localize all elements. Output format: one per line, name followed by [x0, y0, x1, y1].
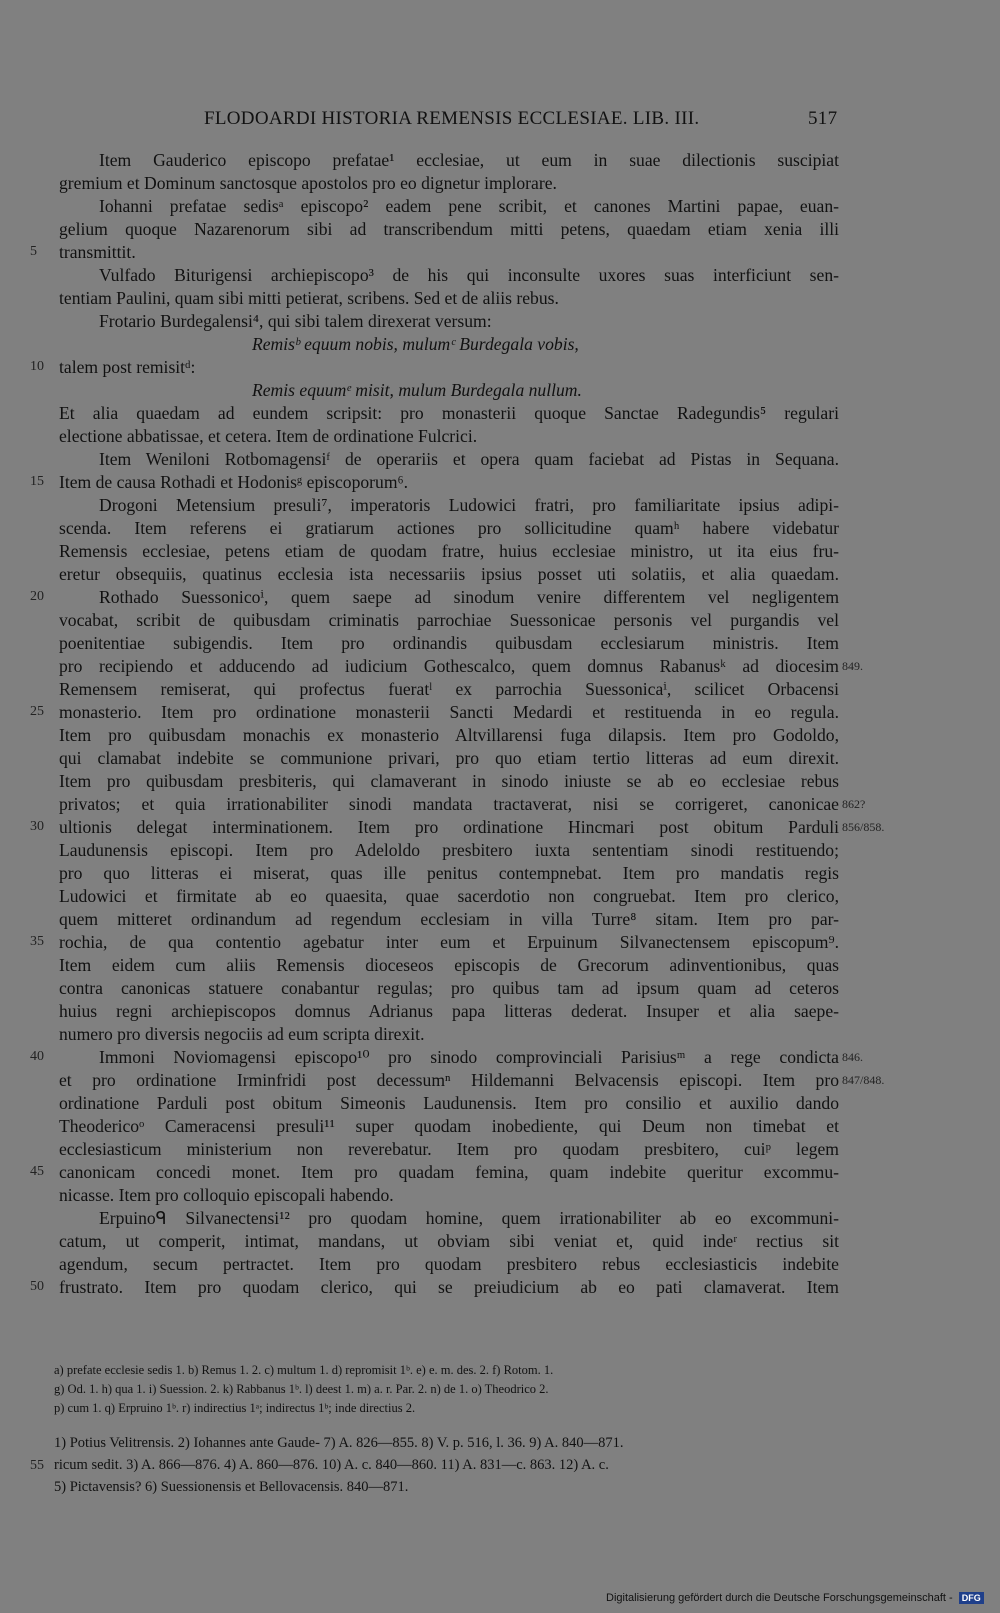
text-line: Item eidem cum aliis Remensis dioceseos episcopis de Grecorum adinventionibus, quas	[59, 955, 839, 975]
margin-date: 846.	[842, 1050, 863, 1064]
text-line: Drogoni Metensium presuli⁷, imperatoris Ludowici fratri, pro familiaritate ipsius adipi-	[99, 495, 839, 515]
note-line: ricum sedit. 3) A. 866—876. 4) A. 860—876. 10) A. c. 840—860. 11) A. 831—c. 863. 12) A. c.	[54, 1457, 609, 1473]
text-line: Erpuinoᑫ Silvanectensi¹² pro quodam homine, quem irrationabiliter ab eo excommuni-	[99, 1208, 839, 1228]
line-number: 10	[30, 359, 44, 374]
text-line: Item pro quibusdam monachis ex monasterio Altvillarensi fuga dilapsis. Item pro Godoldo,	[59, 725, 839, 745]
text-line: Laudunensis episcopi. Item pro Adeloldo presbitero iuxta sententiam sinodi restituendo;	[59, 840, 839, 860]
text-line: rochia, de qua contentio agebatur inter eum et Erpuinum Silvanectensem episcopum⁹.	[59, 932, 839, 952]
line-number: 20	[30, 589, 44, 604]
text-line: poenitentiae subigendis. Item pro ordinandis quibusdam ecclesiarum ministris. Item	[59, 633, 839, 653]
text-line: scenda. Item referens ei gratiarum actiones pro sollicitudine quamʰ habere videbatur	[59, 518, 839, 538]
digitization-credit	[606, 1592, 984, 1604]
note-line: 5) Pictavensis? 6) Suessionensis et Bellovacensis. 840—871.	[54, 1479, 409, 1495]
line-number: 35	[30, 934, 44, 949]
text-line: Frotario Burdegalensi⁴, qui sibi talem direxerat versum:	[99, 311, 492, 331]
text-line: gelium quoque Nazarenorum sibi ad transcribendum mitti petens, quaedam etiam xenia illi	[59, 219, 839, 239]
verse-line: Remisᵇ equum nobis, mulumᶜ Burdegala vobis,	[252, 334, 579, 354]
text-line: electione abbatissae, et cetera. Item de ordinatione Fulcrici.	[59, 426, 478, 446]
text-line: ultionis delegat interminationem. Item pro ordinatione Hincmari post obitum Parduli	[59, 817, 839, 837]
running-title: FLODOARDI HISTORIA REMENSIS ECCLESIAE. LIB. III.	[204, 108, 700, 129]
line-number: 55	[30, 1458, 44, 1473]
text-line: Ludowici et firmitate ab eo quaesita, quae sacerdotio non congruebat. Item pro clerico,	[59, 886, 839, 906]
text-line: nicasse. Item pro colloquio episcopali habendo.	[59, 1185, 394, 1205]
line-number: 25	[30, 704, 44, 719]
margin-date: 847/848.	[842, 1073, 885, 1087]
page-number: 517	[808, 108, 838, 129]
text-line: numero pro diversis negociis ad eum scripta direxit.	[59, 1024, 425, 1044]
text-line: pro recipiendo et adducendo ad iudicium Gothescalco, quem domnus Rabanusᵏ ad diocesim	[59, 656, 839, 676]
text-line: Vulfado Biturigensi archiepiscopo³ de his qui inconsulte uxores suas interficiunt sen-	[99, 265, 839, 285]
text-line: Item pro quibusdam presbiteris, qui clamaverant in sinodo iniuste se ab eo ecclesiae rebus	[59, 771, 839, 791]
text-line: vocabat, scribit de quibusdam criminatis parrochiae Suessonicae personis vel purgandis vel	[59, 610, 839, 630]
text-line: qui clamabat indebite se communione privari, pro quo etiam tertio litteras ad eum direxit.	[59, 748, 839, 768]
verse-line: Remis equumᵉ misit, mulum Burdegala nullum.	[252, 380, 582, 400]
line-number: 5	[30, 244, 37, 259]
text-line: et pro ordinatione Irminfridi post decessumⁿ Hildemanni Belvacensis episcopi. Item pro	[59, 1070, 839, 1090]
line-number: 15	[30, 474, 44, 489]
apparatus-line: p) cum 1. q) Erpruino 1ᵇ. r) indirectius 1ᵃ; indirectus 1ᵇ; inde directius 2.	[54, 1401, 416, 1415]
line-number: 30	[30, 819, 44, 834]
text-line: catum, ut comperit, intimat, mandans, ut obviam sibi veniat et, quid indeʳ rectius sit	[59, 1231, 839, 1251]
text-line: Et alia quaedam ad eundem scripsit: pro monasterii quoque Sanctae Radegundis⁵ regulari	[59, 403, 839, 423]
text-line: contra canonicas statuere conabantur regulas; pro quibus tam ad ipsum quam ad ceteros	[59, 978, 839, 998]
credit-text: Digitalisierung gefördert durch die Deutsche Forschungsgemeinschaft -	[606, 1592, 953, 1604]
text-line: Theodericoᵒ Cameracensi presuli¹¹ super quodam inobediente, qui Deum non timebat et	[59, 1116, 839, 1136]
text-line: pro quo litteras ei miserat, quas ille penitus contempnebat. Item pro mandatis regis	[59, 863, 839, 883]
text-line: Remensem remiserat, qui profectus fueratˡ ex parrochia Suessonicaⁱ, scilicet Orbacensi	[59, 679, 839, 699]
text-line: canonicam concedi monet. Item pro quadam femina, quam indebite queritur excommu-	[59, 1162, 839, 1182]
margin-date: 862?	[842, 797, 866, 811]
text-line: agendum, secum pertractet. Item pro quodam presbitero rebus ecclesiasticis indebite	[59, 1254, 839, 1274]
text-line: Item de causa Rothadi et Hodonisᵍ episcoporum⁶.	[59, 472, 409, 492]
text-line: huius regni archiepiscopos domnus Adrianus papa litteras dederat. Insuper et alia saepe-	[59, 1001, 839, 1021]
text-line: Item Weniloni Rotbomagensiᶠ de operariis et opera quam faciebat ad Pistas in Sequana.	[99, 449, 839, 469]
dfg-logo: DFG	[959, 1592, 984, 1604]
line-number: 40	[30, 1049, 44, 1064]
text-line: talem post remisitᵈ:	[59, 357, 196, 377]
text-line: gremium et Dominum sanctosque apostolos pro eo dignetur implorare.	[59, 173, 557, 193]
line-number: 50	[30, 1279, 44, 1294]
apparatus-line: a) prefate ecclesie sedis 1. b) Remus 1. 2. c) multum 1. d) repromisit 1ᵇ. e) e. m. des. 2. f) Rotom. 1.	[54, 1363, 554, 1377]
text-line: quem mitteret ordinandum ad regendum ecclesiam in villa Turre⁸ sitam. Item pro par-	[59, 909, 839, 929]
line-number: 45	[30, 1164, 44, 1179]
text-line: monasterio. Item pro ordinatione monasterii Sancti Medardi et restituenda in eo regula.	[59, 702, 839, 722]
text-line: transmittit.	[59, 242, 136, 262]
running-header	[0, 108, 1000, 136]
text-line: ordinatione Parduli post obitum Simeonis Laudunensis. Item pro consilio et auxilio dando	[59, 1093, 839, 1113]
margin-date: 856/858.	[842, 820, 885, 834]
text-line: frustrato. Item pro quodam clerico, qui se preiudicium ab eo pati clamaverat. Item	[59, 1277, 839, 1297]
text-line: eretur obsequiis, quatinus ecclesia ista necessariis ipsius posset uti solatiis, et alia quaedam.	[59, 564, 839, 584]
text-line: Immoni Noviomagensi episcopo¹⁰ pro sinodo comprovinciali Parisiusᵐ a rege condicta	[99, 1047, 839, 1067]
margin-date: 849.	[842, 659, 863, 673]
text-line: Rothado Suessonicoⁱ, quem saepe ad sinodum venire differentem vel negligentem	[99, 587, 839, 607]
text-line: tentiam Paulini, quam sibi mitti petierat, scribens. Sed et de aliis rebus.	[59, 288, 559, 308]
text-line: ecclesiasticum ministerium non reverebatur. Item pro quodam presbitero, cuiᵖ legem	[59, 1139, 839, 1159]
text-line: Iohanni prefatae sedisᵃ episcopo² eadem pene scribit, et canones Martini papae, euan-	[99, 196, 839, 216]
text-line: Remensis ecclesiae, petens etiam de quodam fratre, huius ecclesiae ministro, ut ita eius fru-	[59, 541, 839, 561]
text-line: privatos; et quia irrationabiliter sinodi mandata tractaverat, nisi se corrigeret, canonicae	[59, 794, 839, 814]
apparatus-line: g) Od. 1. h) qua 1. i) Suession. 2. k) Rabbanus 1ᵇ. l) deest 1. m) a. r. Par. 2. n) de 1. o) Theodrico 2.	[54, 1382, 549, 1396]
text-line: Item Gauderico episcopo prefatae¹ ecclesiae, ut eum in suae dilectionis suscipiat	[99, 150, 839, 170]
note-line: 1) Potius Velitrensis. 2) Iohannes ante Gaude- 7) A. 826—855. 8) V. p. 516, l. 36. 9) A. 840—871.	[54, 1435, 624, 1451]
